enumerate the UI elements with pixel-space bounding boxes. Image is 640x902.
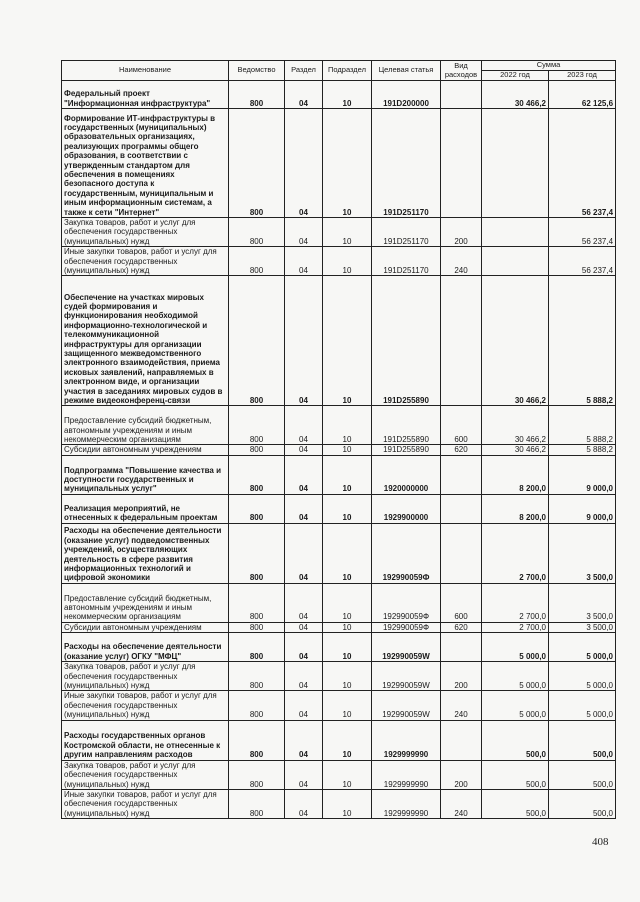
cell-celevaya-statya: 191D255890 — [372, 276, 441, 406]
table-row — [62, 583, 616, 622]
cell-sum-2022: 30 466,2 — [482, 81, 549, 109]
cell-razdel: 04 — [285, 583, 323, 622]
cell-sum-2022 — [482, 218, 549, 247]
cell-podrazdel: 10 — [323, 691, 372, 720]
cell-razdel: 04 — [285, 276, 323, 406]
cell-razdel: 04 — [285, 109, 323, 218]
cell-razdel: 04 — [285, 633, 323, 662]
cell-vedomstvo: 800 — [229, 633, 285, 662]
table-row — [62, 622, 616, 632]
cell-vedomstvo: 800 — [229, 247, 285, 276]
table-row — [62, 247, 616, 276]
cell-sum-2022: 30 466,2 — [482, 406, 549, 445]
cell-name: Иные закупки товаров, работ и услуг для обеспечения государственных (муниципальных) нужд — [62, 789, 229, 818]
cell-podrazdel: 10 — [323, 583, 372, 622]
cell-podrazdel: 10 — [323, 81, 372, 109]
cell-celevaya-statya: 192990059Ф — [372, 583, 441, 622]
header-year-2022: 2022 год — [482, 71, 549, 81]
header-razdel: Раздел — [285, 61, 323, 81]
table-row — [62, 276, 616, 406]
table-row — [62, 218, 616, 247]
cell-vedomstvo: 800 — [229, 760, 285, 789]
cell-vid-raskhodov: 620 — [441, 445, 482, 455]
cell-razdel: 04 — [285, 720, 323, 760]
cell-vedomstvo: 800 — [229, 662, 285, 691]
cell-sum-2023: 5 888,2 — [549, 276, 616, 406]
cell-name: Формирование ИТ-инфраструктуры в государственных (муниципальных) образовательных организациях, реализующих программы общего образования, в соответствии с утвержденным стандартом для обеспечения в помещениях безопасного доступа к государственным, муниципальным и иным информационным системам, а также к сети "Интернет" — [62, 109, 229, 218]
cell-sum-2023: 56 237,4 — [549, 109, 616, 218]
cell-sum-2022: 500,0 — [482, 760, 549, 789]
cell-name: Обеспечение на участках мировых судей формирования и функционирования необходимой информационно-технологической и телекоммуникационной инфраструктуры для организации защищенного межведомственного электронного взаимодействия, приема исковых заявлений, направляемых в электронном виде, и организации участия в заседаниях мировых судов в режиме видеоконференц-связи — [62, 276, 229, 406]
cell-name: Федеральный проект "Информационная инфраструктура" — [62, 81, 229, 109]
cell-razdel: 04 — [285, 81, 323, 109]
cell-name: Предоставление субсидий бюджетным, автономным учреждениям и иным некоммерческим организациям — [62, 406, 229, 445]
cell-vedomstvo: 800 — [229, 494, 285, 523]
cell-podrazdel: 10 — [323, 455, 372, 494]
table-row — [62, 633, 616, 662]
cell-celevaya-statya: 191D251170 — [372, 218, 441, 247]
cell-sum-2022: 30 466,2 — [482, 445, 549, 455]
cell-sum-2023: 9 000,0 — [549, 494, 616, 523]
cell-name: Субсидии автономным учреждениям — [62, 445, 229, 455]
cell-sum-2022 — [482, 247, 549, 276]
cell-celevaya-statya: 192990059W — [372, 662, 441, 691]
cell-razdel: 04 — [285, 247, 323, 276]
cell-sum-2023: 5 000,0 — [549, 633, 616, 662]
cell-celevaya-statya: 1929900000 — [372, 494, 441, 523]
cell-podrazdel: 10 — [323, 720, 372, 760]
cell-name: Закупка товаров, работ и услуг для обеспечения государственных (муниципальных) нужд — [62, 662, 229, 691]
header-summa: Сумма — [482, 61, 616, 71]
cell-razdel: 04 — [285, 622, 323, 632]
cell-vedomstvo: 800 — [229, 276, 285, 406]
table-row — [62, 406, 616, 445]
cell-vedomstvo: 800 — [229, 789, 285, 818]
cell-vid-raskhodov — [441, 276, 482, 406]
header-name: Наименование — [62, 61, 229, 81]
cell-sum-2022: 5 000,0 — [482, 662, 549, 691]
cell-podrazdel: 10 — [323, 109, 372, 218]
cell-name: Подпрограмма "Повышение качества и доступности государственных и муниципальных услуг" — [62, 455, 229, 494]
cell-vid-raskhodov — [441, 455, 482, 494]
cell-sum-2023: 5 000,0 — [549, 691, 616, 720]
cell-podrazdel: 10 — [323, 276, 372, 406]
cell-vedomstvo: 800 — [229, 218, 285, 247]
cell-vedomstvo: 800 — [229, 583, 285, 622]
cell-sum-2023: 56 237,4 — [549, 247, 616, 276]
cell-celevaya-statya: 191D251170 — [372, 109, 441, 218]
cell-razdel: 04 — [285, 494, 323, 523]
cell-vid-raskhodov: 200 — [441, 218, 482, 247]
cell-razdel: 04 — [285, 455, 323, 494]
table-body — [62, 81, 616, 819]
cell-name: Закупка товаров, работ и услуг для обеспечения государственных (муниципальных) нужд — [62, 218, 229, 247]
cell-razdel: 04 — [285, 760, 323, 789]
cell-celevaya-statya: 191D251170 — [372, 247, 441, 276]
cell-vid-raskhodov — [441, 81, 482, 109]
cell-name: Иные закупки товаров, работ и услуг для обеспечения государственных (муниципальных) нужд — [62, 247, 229, 276]
cell-vedomstvo: 800 — [229, 720, 285, 760]
cell-podrazdel: 10 — [323, 523, 372, 583]
cell-vid-raskhodov — [441, 494, 482, 523]
table-row — [62, 109, 616, 218]
cell-sum-2023: 500,0 — [549, 760, 616, 789]
budget-table — [61, 60, 616, 819]
cell-sum-2022: 8 200,0 — [482, 455, 549, 494]
cell-vid-raskhodov: 200 — [441, 662, 482, 691]
cell-celevaya-statya: 1929999990 — [372, 720, 441, 760]
page-number: 408 — [592, 836, 609, 848]
header-podrazdel: Подраздел — [323, 61, 372, 81]
cell-sum-2023: 3 500,0 — [549, 523, 616, 583]
cell-celevaya-statya: 1929999990 — [372, 760, 441, 789]
cell-vid-raskhodov — [441, 633, 482, 662]
cell-sum-2022 — [482, 109, 549, 218]
cell-vid-raskhodov: 240 — [441, 247, 482, 276]
cell-celevaya-statya: 192990059Ф — [372, 622, 441, 632]
cell-razdel: 04 — [285, 445, 323, 455]
header-year-2023: 2023 год — [549, 71, 616, 81]
cell-sum-2022: 5 000,0 — [482, 633, 549, 662]
cell-sum-2022: 30 466,2 — [482, 276, 549, 406]
cell-name: Расходы на обеспечение деятельности (оказание услуг) ОГКУ "МФЦ" — [62, 633, 229, 662]
cell-sum-2023: 5 000,0 — [549, 662, 616, 691]
cell-sum-2023: 9 000,0 — [549, 455, 616, 494]
header-vid-raskhodov: Вид расходов — [441, 61, 482, 81]
cell-sum-2022: 2 700,0 — [482, 523, 549, 583]
cell-vid-raskhodov — [441, 109, 482, 218]
cell-celevaya-statya: 192990059W — [372, 633, 441, 662]
cell-vid-raskhodov: 600 — [441, 406, 482, 445]
cell-podrazdel: 10 — [323, 494, 372, 523]
cell-vedomstvo: 800 — [229, 81, 285, 109]
table-row — [62, 445, 616, 455]
table-row — [62, 760, 616, 789]
cell-razdel: 04 — [285, 406, 323, 445]
cell-sum-2023: 62 125,6 — [549, 81, 616, 109]
cell-celevaya-statya: 1929999990 — [372, 789, 441, 818]
cell-podrazdel: 10 — [323, 622, 372, 632]
header-vedomstvo: Ведомство — [229, 61, 285, 81]
table-row — [62, 494, 616, 523]
cell-vid-raskhodov: 200 — [441, 760, 482, 789]
cell-celevaya-statya: 191D255890 — [372, 406, 441, 445]
table-row — [62, 789, 616, 818]
cell-celevaya-statya: 191D200000 — [372, 81, 441, 109]
cell-vedomstvo: 800 — [229, 109, 285, 218]
cell-razdel: 04 — [285, 523, 323, 583]
cell-vedomstvo: 800 — [229, 406, 285, 445]
cell-razdel: 04 — [285, 691, 323, 720]
cell-celevaya-statya: 192990059W — [372, 691, 441, 720]
cell-sum-2023: 500,0 — [549, 720, 616, 760]
cell-sum-2022: 5 000,0 — [482, 691, 549, 720]
cell-sum-2023: 500,0 — [549, 789, 616, 818]
cell-sum-2022: 500,0 — [482, 789, 549, 818]
table-row — [62, 523, 616, 583]
table-row — [62, 662, 616, 691]
cell-sum-2023: 56 237,4 — [549, 218, 616, 247]
cell-razdel: 04 — [285, 789, 323, 818]
cell-celevaya-statya: 1920000000 — [372, 455, 441, 494]
cell-podrazdel: 10 — [323, 662, 372, 691]
cell-vid-raskhodov: 620 — [441, 622, 482, 632]
cell-podrazdel: 10 — [323, 633, 372, 662]
cell-name: Иные закупки товаров, работ и услуг для обеспечения государственных (муниципальных) нужд — [62, 691, 229, 720]
table-row — [62, 455, 616, 494]
cell-vid-raskhodov: 240 — [441, 789, 482, 818]
cell-sum-2023: 5 888,2 — [549, 406, 616, 445]
cell-razdel: 04 — [285, 662, 323, 691]
cell-celevaya-statya: 191D255890 — [372, 445, 441, 455]
cell-sum-2022: 2 700,0 — [482, 622, 549, 632]
cell-vedomstvo: 800 — [229, 445, 285, 455]
cell-vid-raskhodov: 240 — [441, 691, 482, 720]
cell-name: Реализация мероприятий, не отнесенных к федеральным проектам — [62, 494, 229, 523]
cell-name: Расходы на обеспечение деятельности (оказание услуг) подведомственных учреждений, осуществляющих деятельность в сфере развития информационных технологий и цифровой экономики — [62, 523, 229, 583]
cell-sum-2023: 3 500,0 — [549, 583, 616, 622]
cell-podrazdel: 10 — [323, 218, 372, 247]
cell-vedomstvo: 800 — [229, 455, 285, 494]
cell-vid-raskhodov — [441, 523, 482, 583]
cell-name: Расходы государственных органов Костромской области, не отнесенные к другим направлениям расходов — [62, 720, 229, 760]
cell-sum-2023: 5 888,2 — [549, 445, 616, 455]
cell-name: Субсидии автономным учреждениям — [62, 622, 229, 632]
header-celevaya-statya: Целевая статья — [372, 61, 441, 81]
cell-podrazdel: 10 — [323, 760, 372, 789]
cell-sum-2022: 500,0 — [482, 720, 549, 760]
table-header — [62, 61, 616, 81]
cell-sum-2022: 2 700,0 — [482, 583, 549, 622]
cell-podrazdel: 10 — [323, 445, 372, 455]
cell-podrazdel: 10 — [323, 247, 372, 276]
cell-razdel: 04 — [285, 218, 323, 247]
cell-sum-2023: 3 500,0 — [549, 622, 616, 632]
cell-vid-raskhodov — [441, 720, 482, 760]
cell-sum-2022: 8 200,0 — [482, 494, 549, 523]
cell-podrazdel: 10 — [323, 789, 372, 818]
cell-name: Предоставление субсидий бюджетным, автономным учреждениям и иным некоммерческим организациям — [62, 583, 229, 622]
cell-vedomstvo: 800 — [229, 523, 285, 583]
cell-podrazdel: 10 — [323, 406, 372, 445]
cell-vedomstvo: 800 — [229, 622, 285, 632]
cell-celevaya-statya: 192990059Ф — [372, 523, 441, 583]
cell-name: Закупка товаров, работ и услуг для обеспечения государственных (муниципальных) нужд — [62, 760, 229, 789]
cell-vid-raskhodov: 600 — [441, 583, 482, 622]
table-row — [62, 720, 616, 760]
cell-vedomstvo: 800 — [229, 691, 285, 720]
table-row — [62, 81, 616, 109]
table-row — [62, 691, 616, 720]
